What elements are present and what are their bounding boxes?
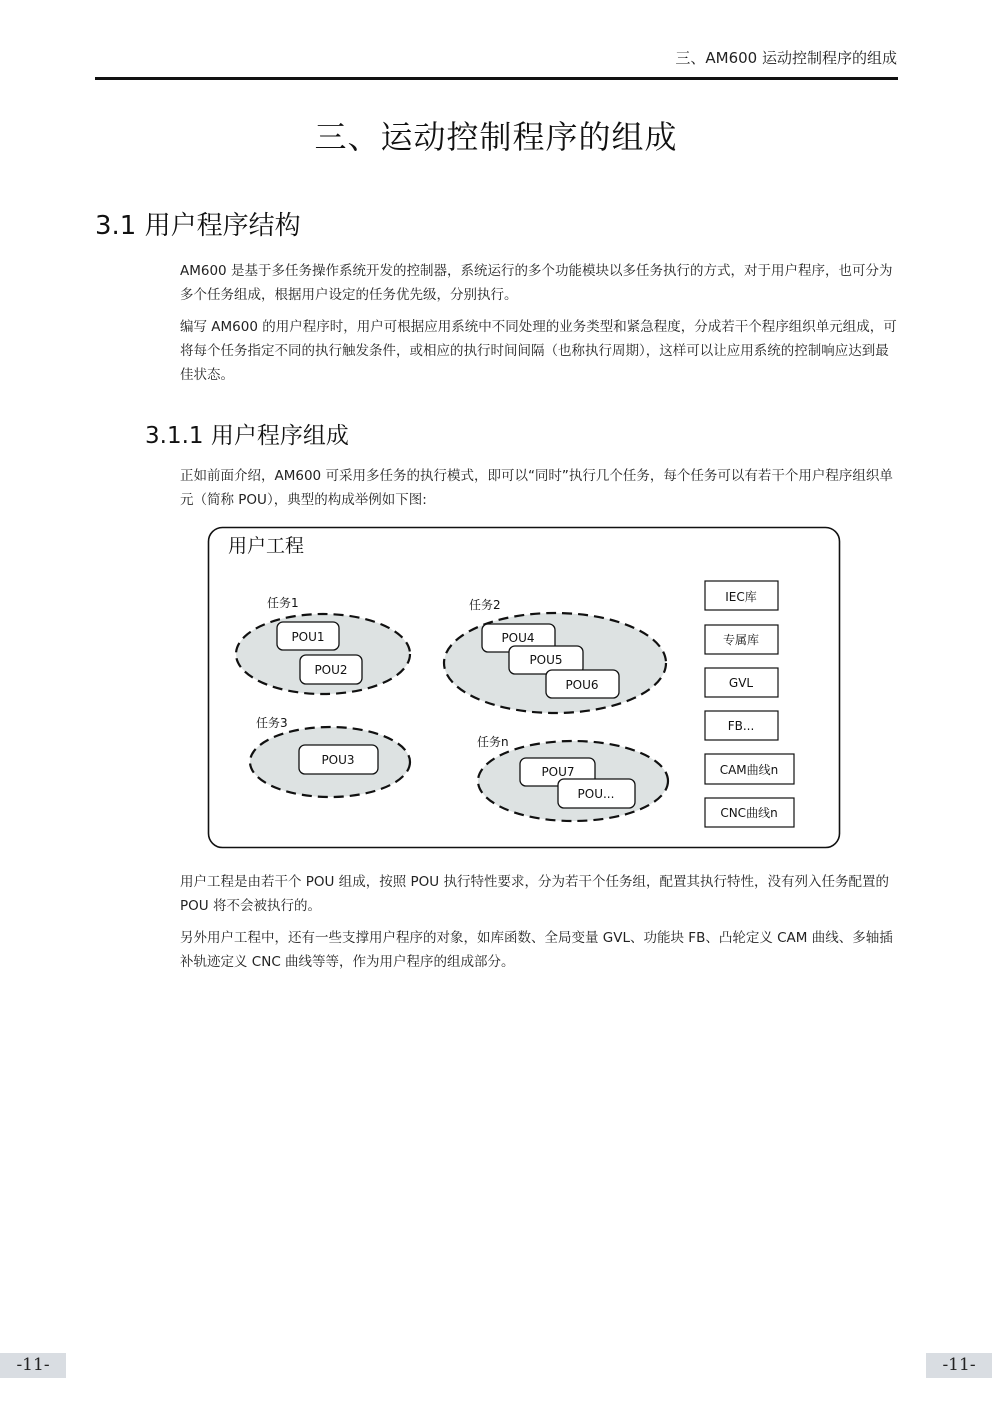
running-header: 三、AM600 运动控制程序的组成 bbox=[675, 49, 897, 67]
fb-box bbox=[705, 711, 778, 740]
pou5-label: POU5 bbox=[529, 653, 563, 667]
task2-label: 任务2 bbox=[469, 598, 501, 612]
special-library-label: 专属库 bbox=[722, 633, 760, 647]
subsection-intro: 正如前面介绍，AM600 可采用多任务的执行模式，即可以“同时”执行几个任务，每个任务可以有若干个用户程序组织单元（简称 POU），典型的构成举例如下图: bbox=[180, 468, 893, 508]
page-number-right: -11- bbox=[926, 1353, 992, 1378]
after-paragraph-1: 用户工程是由若干个 POU 组成，按照 POU 执行特性要求，分为若干个任务组，配置其执行特性，没有列入任务配置的 POU 将不会被执行的。 bbox=[180, 874, 889, 914]
iec-library-box bbox=[705, 581, 778, 610]
pou2-label: POU2 bbox=[314, 663, 348, 677]
fb-label: FB... bbox=[727, 719, 755, 733]
project-title: 用户工程 bbox=[228, 535, 305, 557]
task3-label: 任务3 bbox=[256, 716, 288, 730]
subsection-heading: 3.1.1 用户程序组成 bbox=[145, 423, 349, 449]
header-rule bbox=[95, 77, 898, 80]
section-paragraph-1: AM600 是基于多任务操作系统开发的控制器，系统运行的多个功能模块以多任务执行的方式，对于用户程序，也可分为多个任务组成，根据用户设定的任务优先级，分别执行。 bbox=[180, 263, 893, 303]
gvl-label: GVL bbox=[728, 676, 754, 690]
special-library-box bbox=[705, 625, 778, 654]
pou3-label: POU3 bbox=[321, 753, 355, 767]
pou-more-box bbox=[558, 779, 635, 808]
task1-label: 任务1 bbox=[267, 596, 299, 610]
cnc-curve-label: CNC曲线n bbox=[720, 806, 778, 820]
pou3-box bbox=[299, 745, 378, 774]
pou2-box bbox=[300, 655, 362, 684]
after-paragraph-2: 另外用户工程中，还有一些支撑用户程序的对象，如库函数、全局变量 GVL、功能块 FB、凸轮定义 CAM 曲线、多轴插补轨迹定义 CNC 曲线等等，作为用户程序的组成部分。 bbox=[180, 930, 893, 970]
cnc-curve-box bbox=[705, 798, 794, 827]
pou1-box bbox=[277, 622, 339, 650]
gvl-box bbox=[705, 668, 778, 697]
pou6-box bbox=[546, 670, 619, 698]
iec-library-label: IEC库 bbox=[725, 590, 757, 604]
section-heading: 3.1 用户程序结构 bbox=[95, 211, 301, 241]
pou1-label: POU1 bbox=[291, 630, 325, 644]
pou-more-label: POU... bbox=[577, 787, 615, 801]
pou4-label: POU4 bbox=[501, 631, 535, 645]
section-paragraph-2: 编写 AM600 的用户程序时，用户可根据应用系统中不同处理的业务类型和紧急程度，分成若干个程序组织单元组成，可将每个任务指定不同的执行触发条件，或相应的执行时间间隔（也称执行周期），这样可以让应用系统的控制响应达到最佳状态。 bbox=[180, 319, 897, 383]
user-project-diagram bbox=[207, 526, 842, 851]
pou7-label: POU7 bbox=[541, 765, 575, 779]
page-number-left: -11- bbox=[0, 1353, 66, 1378]
chapter-title: 三、运动控制程序的组成 bbox=[314, 118, 678, 156]
taskn-label: 任务n bbox=[477, 735, 509, 749]
pou6-label: POU6 bbox=[565, 678, 599, 692]
cam-curve-label: CAM曲线n bbox=[719, 763, 779, 777]
cam-curve-box bbox=[705, 754, 794, 784]
